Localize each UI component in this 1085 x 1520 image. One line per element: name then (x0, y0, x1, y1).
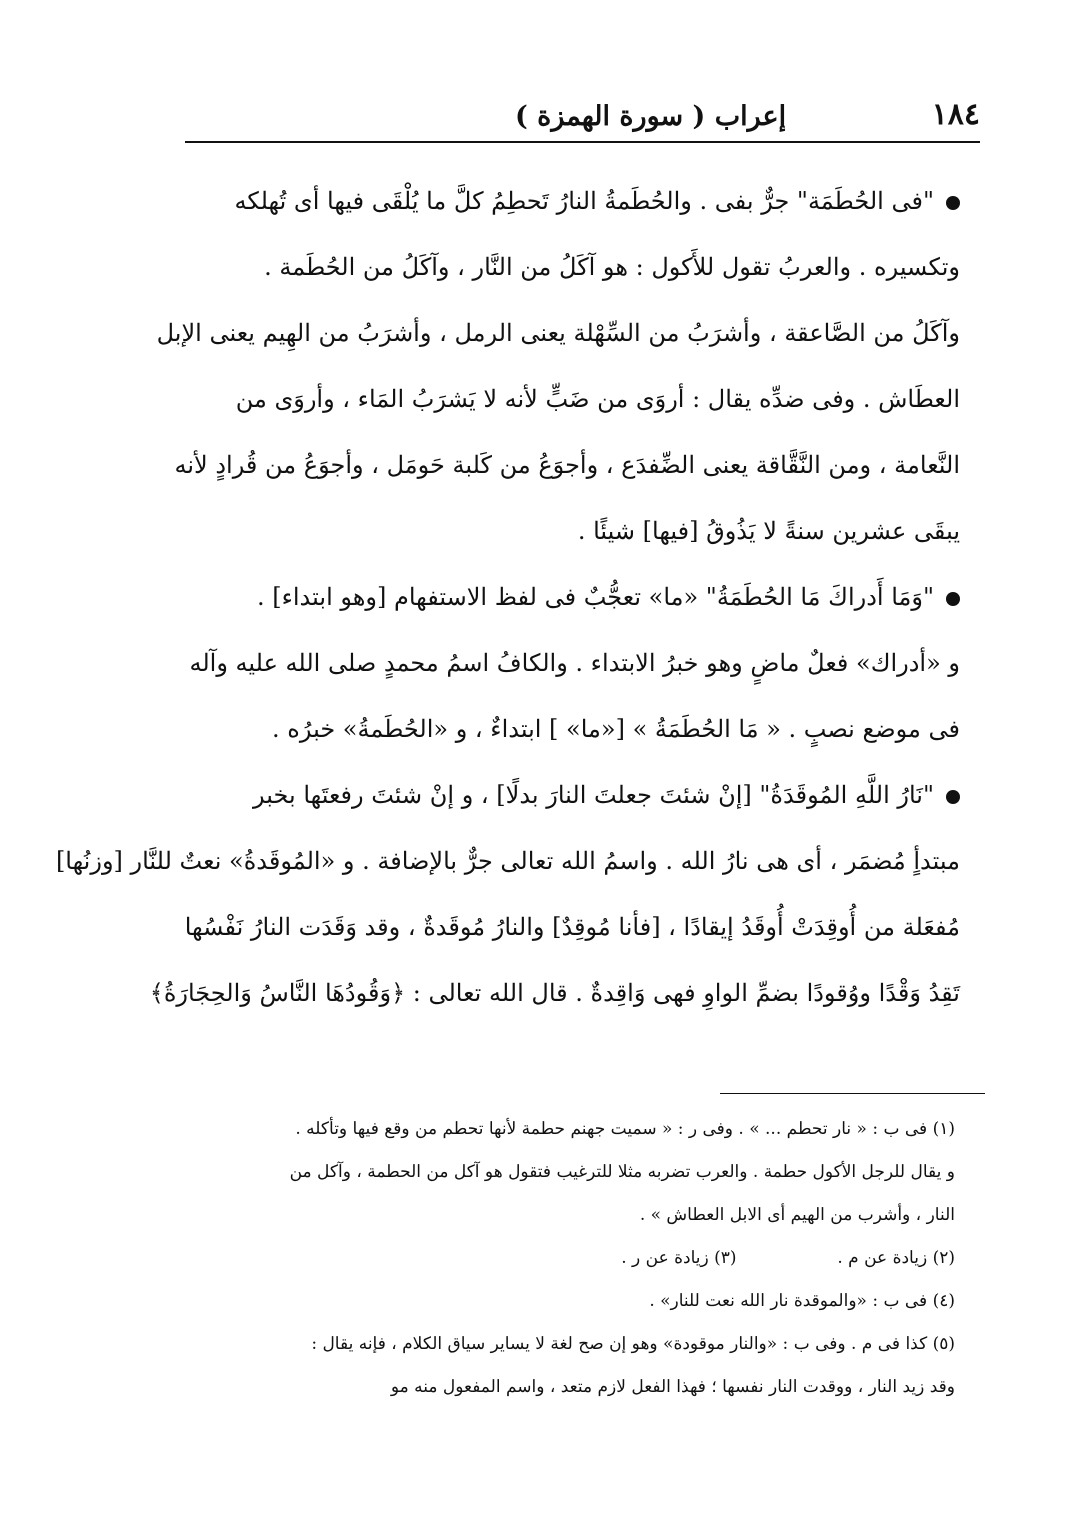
footnote-1-continued: النار ، وأشرب من الهيم أى الابل العطاش » . (639, 1205, 955, 1225)
text-line: وتكسيره . والعربُ تقول للأَكول : هو آكَلُ من النَّار ، وآكَلُ من الحُطَمة . (264, 253, 960, 281)
footnote-5: (٥) كذا فى م . وفى ب : «والنار موقودة» وهو إن صح لغة لا يساير سياق الكلام ، فإنه يقال : (311, 1334, 955, 1354)
page-number: ١٨٤ (931, 97, 980, 132)
footnote-1: (١) فى ب : « نار تحطم ... » . وفى ر : « سميت جهنم حطمة لأنها تحطم من وقع فيها وتأكله . (295, 1119, 955, 1139)
footnotes-2-3 (225, 1237, 955, 1280)
text-line: وآكَلُ من الصَّاعقة ، وأشرَبُ من السِّهْلة يعنى الرمل ، وأشرَبُ من الهِيم يعنى الإبل (156, 319, 960, 347)
text-line: العطَاش . وفى ضدِّه يقال : أروَى من ضَبٍّ لأنه لا يَشرَبُ المَاء ، وأروَى من (235, 385, 960, 413)
text-line-content: "وَمَا أَدراكَ مَا الحُطَمَةُ" «ما» تعجُّبٌ فى لفظ الاستفهام [وهو ابتداء] . (256, 583, 934, 611)
text-line: مُفعَلة من أُوقِدَتْ أُوقَدُ إيقادًا ، [فأنا مُوقِدٌ] والنارُ مُوقَدةٌ ، وقد وَقَدَت النارُ نَفْسُها (184, 913, 960, 941)
main-text (55, 168, 960, 1026)
text-line: النَّعامة ، ومن النَّقَّاقة يعنى الضِّفدَع ، وأجوَعُ من كَلبة حَومَل ، وأجوَعُ من قُرادٍ لأنه (174, 451, 960, 479)
text-line: تَقِدُ وَقْدًا ووُقودًا بضمِّ الواوِ فهى وَاقِدةٌ . قال الله تعالى : ﴿وَقُودُهَا النَّاسُ وَالحِجَارَةُ﴾ (149, 979, 960, 1007)
text-line (215, 564, 960, 630)
paragraph-marker-icon (946, 790, 960, 804)
footnote-4: (٤) فى ب : «والموقدة نار الله نعت للنار» . (649, 1291, 955, 1311)
footnote-3: (٣) زيادة عن ر . (621, 1248, 737, 1268)
running-header (185, 88, 980, 132)
paragraph-marker-icon (946, 592, 960, 606)
footnotes (225, 1108, 955, 1409)
text-line: فى موضع نصبٍ . « مَا الحُطَمَةُ » [«ما» ] ابتداءٌ ، و «الحُطَمةُ» خبرُه . (272, 715, 960, 743)
footnote-rule (720, 1093, 985, 1094)
text-line: يبقَى عشرين سنةً لا يَذُوقُ [فيها] شيئًا . (577, 517, 960, 545)
text-line: مبتدأٍ مُضمَر ، أى هى نارُ الله . واسمُ الله تعالى جرٌّ بالإضافة . و «المُوقَدةُ» نعتٌ للنَّار [وزنُها] (55, 847, 960, 875)
running-title: إعراب ( سورة الهمزة ) (515, 101, 787, 132)
footnote-5-continued: وقد زيد النار ، ووقدت النار نفسها ؛ فهذا الفعل لازم متعد ، واسم المفعول منه مو (390, 1377, 955, 1397)
header-rule (185, 141, 980, 143)
text-line (215, 762, 960, 828)
paragraph-marker-icon (946, 196, 960, 210)
text-line-content: "نَارُ اللَّهِ المُوقَدَةُ" [إنْ شئتَ جعلتَ النارَ بدلًا] ، و إنْ شئتَ رفعتَها بخبر (253, 781, 934, 809)
footnote-1-continued: و يقال للرجل الأكول حطمة . والعرب تضربه مثلا للترغيب فتقول هو آكل من الحطمة ، وآكل من (289, 1162, 955, 1182)
text-line-content: "فى الحُطَمَة" جرٌّ بفى . والحُطَمةُ النارُ تَحطِمُ كلَّ ما يُلْقَى فيها أى تُهلكه (234, 187, 934, 215)
footnote-2: (٢) زيادة عن م . (837, 1248, 955, 1268)
text-line (215, 168, 960, 234)
text-line: و «أدراك» فعلٌ ماضٍ وهو خبرُ الابتداء . والكافُ اسمُ محمدٍ صلى الله عليه وآله (189, 649, 960, 677)
